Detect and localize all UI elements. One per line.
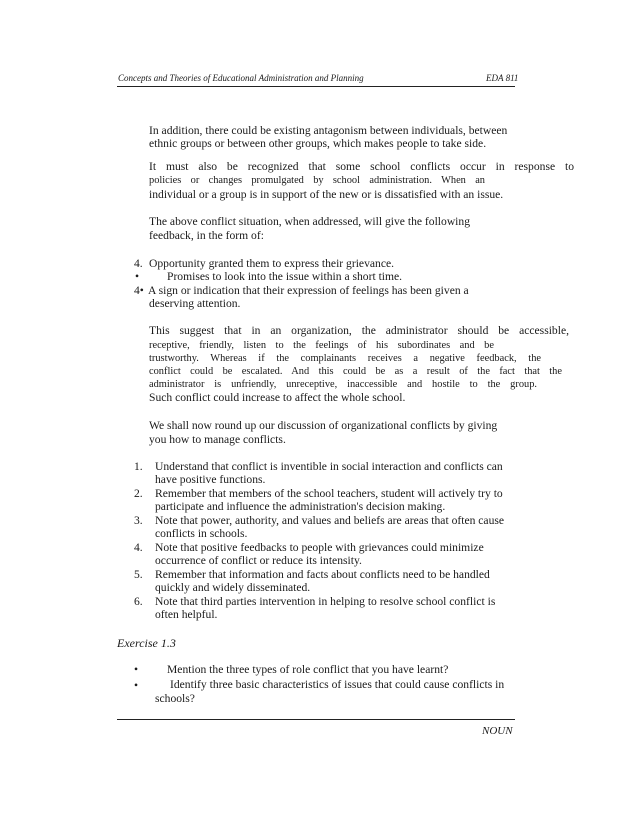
para5-line: you how to manage conflicts.	[149, 433, 286, 446]
exercise-question: schools?	[155, 692, 195, 705]
running-header-title: Concepts and Theories of Educational Administration and Planning	[118, 73, 364, 83]
step-text: Note that third parties intervention in helping to resolve school conflict is	[155, 595, 496, 608]
step-text: often helpful.	[155, 608, 218, 621]
step-text: occurrence of conflict or reduce its intensity.	[155, 554, 362, 567]
para2-line: It must also be recognized that some school conflicts occur in response to	[149, 160, 574, 173]
para1-line: ethnic groups or between other groups, which makes people to take side.	[149, 137, 487, 150]
para4-line: conflict could be escalated. And this could be as a result of the fact that the	[149, 366, 562, 377]
feedback-item: Promises to look into the issue within a short time.	[167, 270, 403, 283]
feedback-marker: 4•	[134, 284, 144, 297]
para4-line: This suggest that in an organization, the administrator should be accessible,	[149, 324, 569, 337]
para4-line: trustworthy. Whereas if the complainants receives a negative feedback, the	[149, 353, 541, 364]
para1-line: In addition, there could be existing antagonism between individuals, between	[149, 124, 508, 137]
step-text: Note that positive feedbacks to people with grievances could minimize	[155, 541, 484, 554]
step-number: 3.	[134, 514, 143, 527]
step-text: have positive functions.	[155, 473, 266, 486]
feedback-marker: 4.	[134, 257, 143, 270]
step-number: 4.	[134, 541, 143, 554]
feedback-item: deserving attention.	[149, 297, 241, 310]
feedback-item: A sign or indication that their expression of feelings has been given a	[148, 284, 469, 297]
para3-line: The above conflict situation, when addressed, will give the following	[149, 215, 471, 228]
step-text: conflicts in schools.	[155, 527, 248, 540]
para4-line: receptive, friendly, listen to the feelings of his subordinates and be	[149, 340, 494, 351]
para2-line: individual or a group is in support of the new or is dissatisfied with an issue.	[149, 188, 504, 201]
step-number: 6.	[134, 595, 143, 608]
footer-rule	[117, 719, 515, 720]
step-number: 5.	[134, 568, 143, 581]
step-text: Remember that members of the school teachers, student will actively try to	[155, 487, 503, 500]
exercise-bullet: •	[134, 679, 139, 692]
step-number: 2.	[134, 487, 143, 500]
para4-line: Such conflict could increase to affect the whole school.	[149, 391, 406, 404]
para3-line: feedback, in the form of:	[149, 229, 264, 242]
step-text: Understand that conflict is inventible in social interaction and conflicts can	[155, 460, 503, 473]
exercise-question: Mention the three types of role conflict that you have learnt?	[167, 663, 449, 676]
step-text: Note that power, authority, and values and beliefs are areas that often cause	[155, 514, 505, 527]
feedback-bullet: •	[135, 270, 140, 283]
step-text: Remember that information and facts about conflicts need to be handled	[155, 568, 490, 581]
header-rule	[117, 86, 515, 87]
para4-line: administrator is unfriendly, unreceptive, inaccessible and hostile to the group.	[149, 379, 537, 390]
feedback-item: Opportunity granted them to express their grievance.	[149, 257, 395, 270]
exercise-title: Exercise 1.3	[117, 636, 176, 650]
step-text: participate and influence the administration's decision making.	[155, 500, 446, 513]
para2-line: policies or changes promulgated by school administration. When an	[149, 175, 485, 186]
exercise-bullet: •	[134, 663, 139, 676]
exercise-question: Identify three basic characteristics of issues that could cause conflicts in	[170, 678, 505, 691]
footer-publisher: NOUN	[482, 725, 513, 737]
running-header-course-code: EDA 811	[486, 73, 519, 83]
step-number: 1.	[134, 460, 143, 473]
para5-line: We shall now round up our discussion of organizational conflicts by giving	[149, 419, 498, 432]
step-text: quickly and widely disseminated.	[155, 581, 311, 594]
